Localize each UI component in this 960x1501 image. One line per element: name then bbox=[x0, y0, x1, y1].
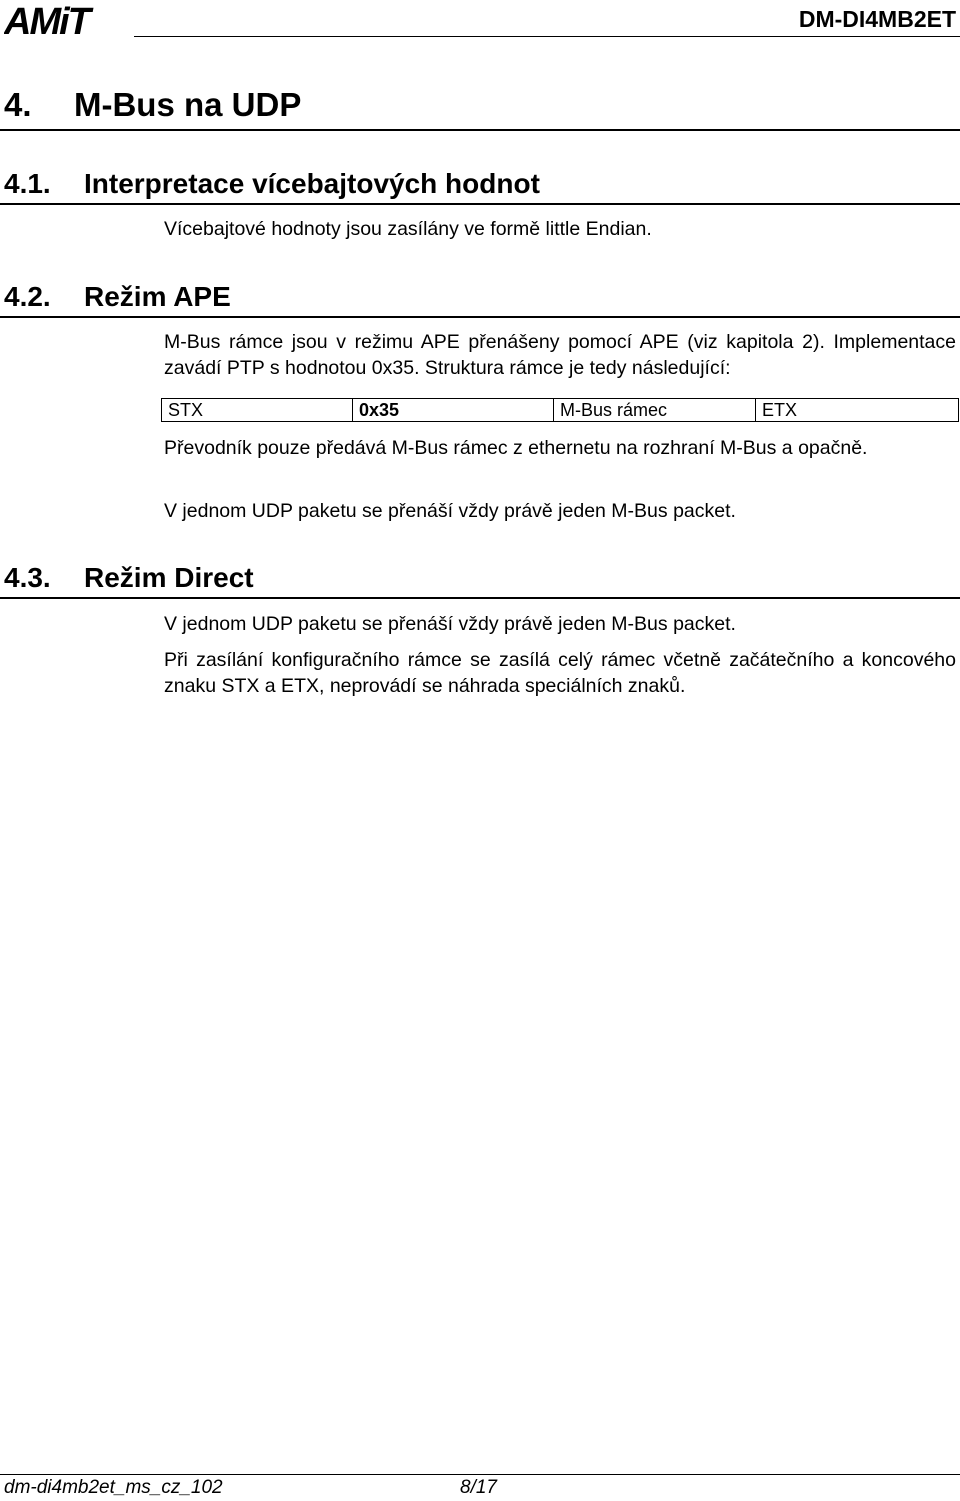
amit-logo bbox=[4, 2, 134, 38]
section-number: 4.1. bbox=[4, 168, 51, 199]
section-heading-4-2 bbox=[4, 281, 231, 313]
table-cell: ETX bbox=[756, 399, 959, 422]
chapter-divider bbox=[0, 129, 960, 131]
paragraph: Při zasílání konfiguračního rámce se zasílá celý rámec včetně začátečního a koncového znaku STX a ETX, neprovádí se náhrada speciálních znaků. bbox=[164, 649, 956, 697]
section-divider bbox=[0, 316, 960, 318]
logo-text: AMiT bbox=[4, 2, 89, 38]
document-code: DM-DI4MB2ET bbox=[798, 6, 956, 32]
section-number: 4.2. bbox=[4, 281, 51, 312]
paragraph: V jednom UDP paketu se přenáší vždy právě jeden M-Bus packet. bbox=[164, 613, 736, 635]
section-title: Režim APE bbox=[84, 281, 231, 312]
section-divider bbox=[0, 597, 960, 599]
section-number: 4.3. bbox=[4, 562, 51, 593]
table-row bbox=[162, 399, 959, 422]
footer-document-id: dm-di4mb2et_ms_cz_102 bbox=[4, 1477, 223, 1498]
frame-structure-table bbox=[161, 398, 959, 422]
chapter-number: 4. bbox=[4, 86, 32, 123]
paragraph: Vícebajtové hodnoty jsou zasílány ve formě little Endian. bbox=[164, 218, 652, 240]
table-cell: STX bbox=[162, 399, 353, 422]
footer-divider bbox=[0, 1474, 960, 1475]
section-title: Režim Direct bbox=[84, 562, 254, 593]
paragraph: V jednom UDP paketu se přenáší vždy právě jeden M-Bus packet. bbox=[164, 500, 736, 522]
chapter-heading bbox=[4, 86, 301, 124]
table-cell: M-Bus rámec bbox=[554, 399, 756, 422]
paragraph: Převodník pouze předává M-Bus rámec z ethernetu na rozhraní M-Bus a opačně. bbox=[164, 437, 868, 459]
chapter-title: M-Bus na UDP bbox=[74, 86, 302, 123]
header-divider bbox=[134, 36, 960, 37]
table-cell: 0x35 bbox=[353, 399, 554, 422]
section-heading-4-1 bbox=[4, 168, 540, 200]
section-heading-4-3 bbox=[4, 562, 254, 594]
section-title: Interpretace vícebajtových hodnot bbox=[84, 168, 540, 199]
paragraph: M-Bus rámce jsou v režimu APE přenášeny pomocí APE (viz kapitola 2). Implementace zavádí PTP s hodnotou 0x35. Struktura rámce je tedy následující: bbox=[164, 331, 956, 379]
page-number: 8/17 bbox=[460, 1477, 497, 1498]
section-divider bbox=[0, 203, 960, 205]
